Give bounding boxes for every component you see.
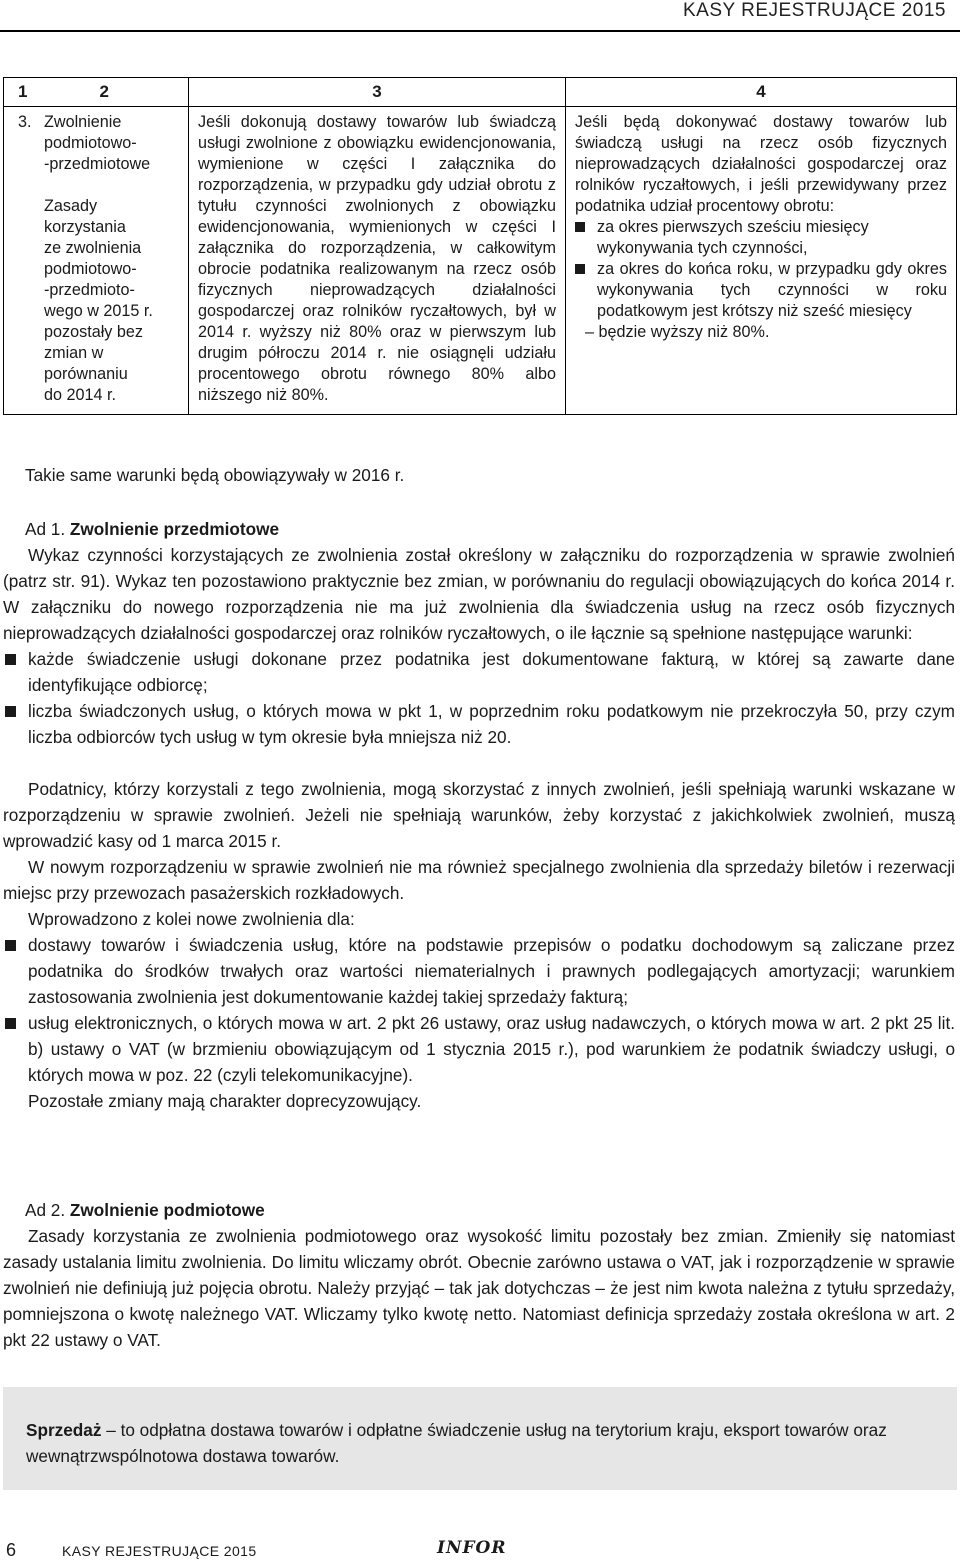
table-header-row [4, 78, 957, 107]
paragraph: Wykaz czynności korzystających ze zwolnienia został określony w załączniku do rozporządzenia w sprawie zwolnień (patrz str. 91). Wykaz ten pozostawiono praktycznie bez zmian, w porównaniu do regulacji obowiązujących do końca 2014 r. W załączniku do nowego rozporządzenia nie ma już zwolnienia dla świadczenia usług na rzecz osób fizycznych nieprowadzących działalności gospodarczej oraz rolników ryczałtowych, o ile łącznie są spełnione następujące warunki: [3, 545, 955, 643]
square-bullet-icon [5, 706, 16, 717]
row-cell-subject [4, 107, 189, 415]
square-bullet-icon [5, 654, 16, 665]
definition-body: – to odpłatna dostawa towarów i odpłatne świadczenie usług na terytorium kraju, eksport towarów oraz wewnątrzwspólnotowa dostawa towarów. [26, 1420, 887, 1466]
column-header-1: 1 [18, 82, 28, 101]
new-exemptions-list [3, 932, 955, 1088]
section-ad1 [3, 516, 955, 1114]
page-number: 6 [6, 1540, 17, 1560]
paragraph: Podatnicy, którzy korzystali z tego zwolnienia, mogą skorzystać z innych zwolnień, jeśli spełniają warunki wskazane w rozporządzeniu w sprawie zwolnień. Jeżeli nie spełniają warunków, żeby korzystać z jakichkolwiek zwolnień, muszą wprowadzić kasy od 1 marca 2015 r. [3, 779, 955, 851]
row-cell-condition-2015 [566, 107, 957, 415]
summary-table [3, 77, 957, 415]
paragraph: Zasady korzystania ze zwolnienia podmiotowego oraz wysokość limitu pozostały bez zmian. Zmieniły się natomiast zasady ustalania limitu zwolnienia. Do limitu wliczamy obrót. Obecnie zarówno ustawa o VAT, jak i rozporządzenie w sprawie zwolnień nie definiują już pojęcia obrotu. Należy przyjąć – tak jak dotychczas – że jest nim kwota należna z tytułu sprzedaży, pomniejszona o kwotę należnego VAT. Wliczamy tylko kwotę netto. Natomiast definicja sprzedaży została określona w art. 2 pkt 22 ustawy o VAT. [3, 1226, 955, 1350]
section-heading: Ad 1. Zwolnienie przedmiotowe [25, 519, 280, 539]
list-item: liczba świadczonych usług, o których mowa w pkt 1, w poprzednim roku podatkowym nie przekroczyła 50, przy czym liczba odbiorców tych usług w tym okresie była mniejsza niż 20. [3, 698, 955, 750]
page-footer [0, 1538, 960, 1561]
table-row [4, 107, 957, 415]
paragraph: W nowym rozporządzeniu w sprawie zwolnień nie ma również specjalnego zwolnienia dla sprzedaży biletów i rezerwacji miejsc przy przewozach pasażerskich rozkładowych. [3, 857, 955, 903]
header-rule [0, 30, 960, 32]
infor-logo: INFOR [437, 1538, 507, 1558]
column-header-2: 2 [99, 82, 109, 101]
square-bullet-icon [5, 1018, 16, 1029]
square-bullet-icon [575, 222, 585, 232]
same-conditions-note: Takie same warunki będą obowiązywały w 2016 r. [25, 465, 405, 485]
footer-title: KASY REJESTRUJĄCE 2015 [62, 1543, 257, 1559]
running-header: KASY REJESTRUJĄCE 2015 [682, 0, 946, 21]
column-header-4: 4 [566, 78, 957, 107]
list-item: dostawy towarów i świadczenia usług, które na podstawie przepisów o podatku dochodowym są zaliczane przez podatnika do środków trwałych oraz wartości niematerialnych i prawnych podlegających amortyzacji; warunkiem zastosowania zwolnienia jest dokumentowanie każdej takiej sprzedaży fakturą; [3, 932, 955, 1010]
row-subject-text: Zwolnienie podmiotowo- -przedmiotowe Zasady korzystania ze zwolnienia podmiotowo- -przedmioto- wego w 2015 r. pozostały bez zmian w porównaniu do 2014 r. [44, 113, 153, 404]
col4-list [575, 217, 947, 322]
col4-intro: Jeśli będą dokonywać dostawy towarów lub świadczą usługi na rzecz osób fizycznych nieprowadzących działalności gospodarczej oraz rolników ryczałtowych, i jeśli przewidywany przez podatnika udział procentowy obrotu: [575, 113, 947, 215]
conditions-list [3, 646, 955, 750]
row-number: 3. [18, 113, 32, 131]
list-item: za okres pierwszych sześciu miesięcy wykonywania tych czynności, [575, 217, 947, 259]
section-ad2 [3, 1197, 955, 1353]
list-item: usług elektronicznych, o których mowa w art. 2 pkt 26 ustawy, oraz usług nadawczych, o których mowa w art. 2 pkt 25 lit. b) ustawy o VAT (w brzmieniu obowiązującym od 1 stycznia 2015 r.), pod warunkiem że podatnik świadczy usługi, o których mowa w poz. 22 (czyli telekomunikacyjne). [3, 1010, 955, 1088]
row-cell-condition-2014: Jeśli dokonują dostawy towarów lub świadczą usługi zwolnione z obowiązku ewidencjonowania, wymienione w części I załącznika do rozporządzenia, w przypadku gdy udział obrotu z tytułu czynności zwolnionych z obowiązku ewidencjonowania, wymienionych w części I załącznika do rozporządzenia, w całkowitym obrocie podatnika realizowanym na rzecz osób fizycznych nieprowadzących działalności gospodarczej oraz rolników ryczałtowych, był w 2014 r. wyższy niż 80% oraz w pierwszym lub drugim półroczu 2014 r. nie osiągnęli udziału procentowego obrotu równego 80% albo niższego niż 80%. [189, 107, 566, 415]
square-bullet-icon [575, 264, 585, 274]
paragraph: Wprowadzono z kolei nowe zwolnienia dla: [28, 909, 355, 929]
paragraph: Pozostałe zmiany mają charakter doprecyzowujący. [28, 1091, 422, 1111]
definition-term: Sprzedaż [26, 1420, 102, 1440]
list-item: każde świadczenie usługi dokonane przez podatnika jest dokumentowane fakturą, w której są zawarte dane identyfikujące odbiorcę; [3, 646, 955, 698]
definition-text [26, 1417, 937, 1469]
list-item: za okres do końca roku, w przypadku gdy okres wykonywania tych czynności w roku podatkowym jest krótszy niż sześć miesięcy [575, 259, 947, 322]
square-bullet-icon [5, 940, 16, 951]
column-header-3: 3 [189, 78, 566, 107]
column-header-1-2 [4, 78, 189, 107]
definition-box [3, 1387, 957, 1490]
section-heading: Ad 2. Zwolnienie podmiotowe [25, 1200, 265, 1220]
col4-outro: – będzie wyższy niż 80%. [585, 323, 770, 341]
